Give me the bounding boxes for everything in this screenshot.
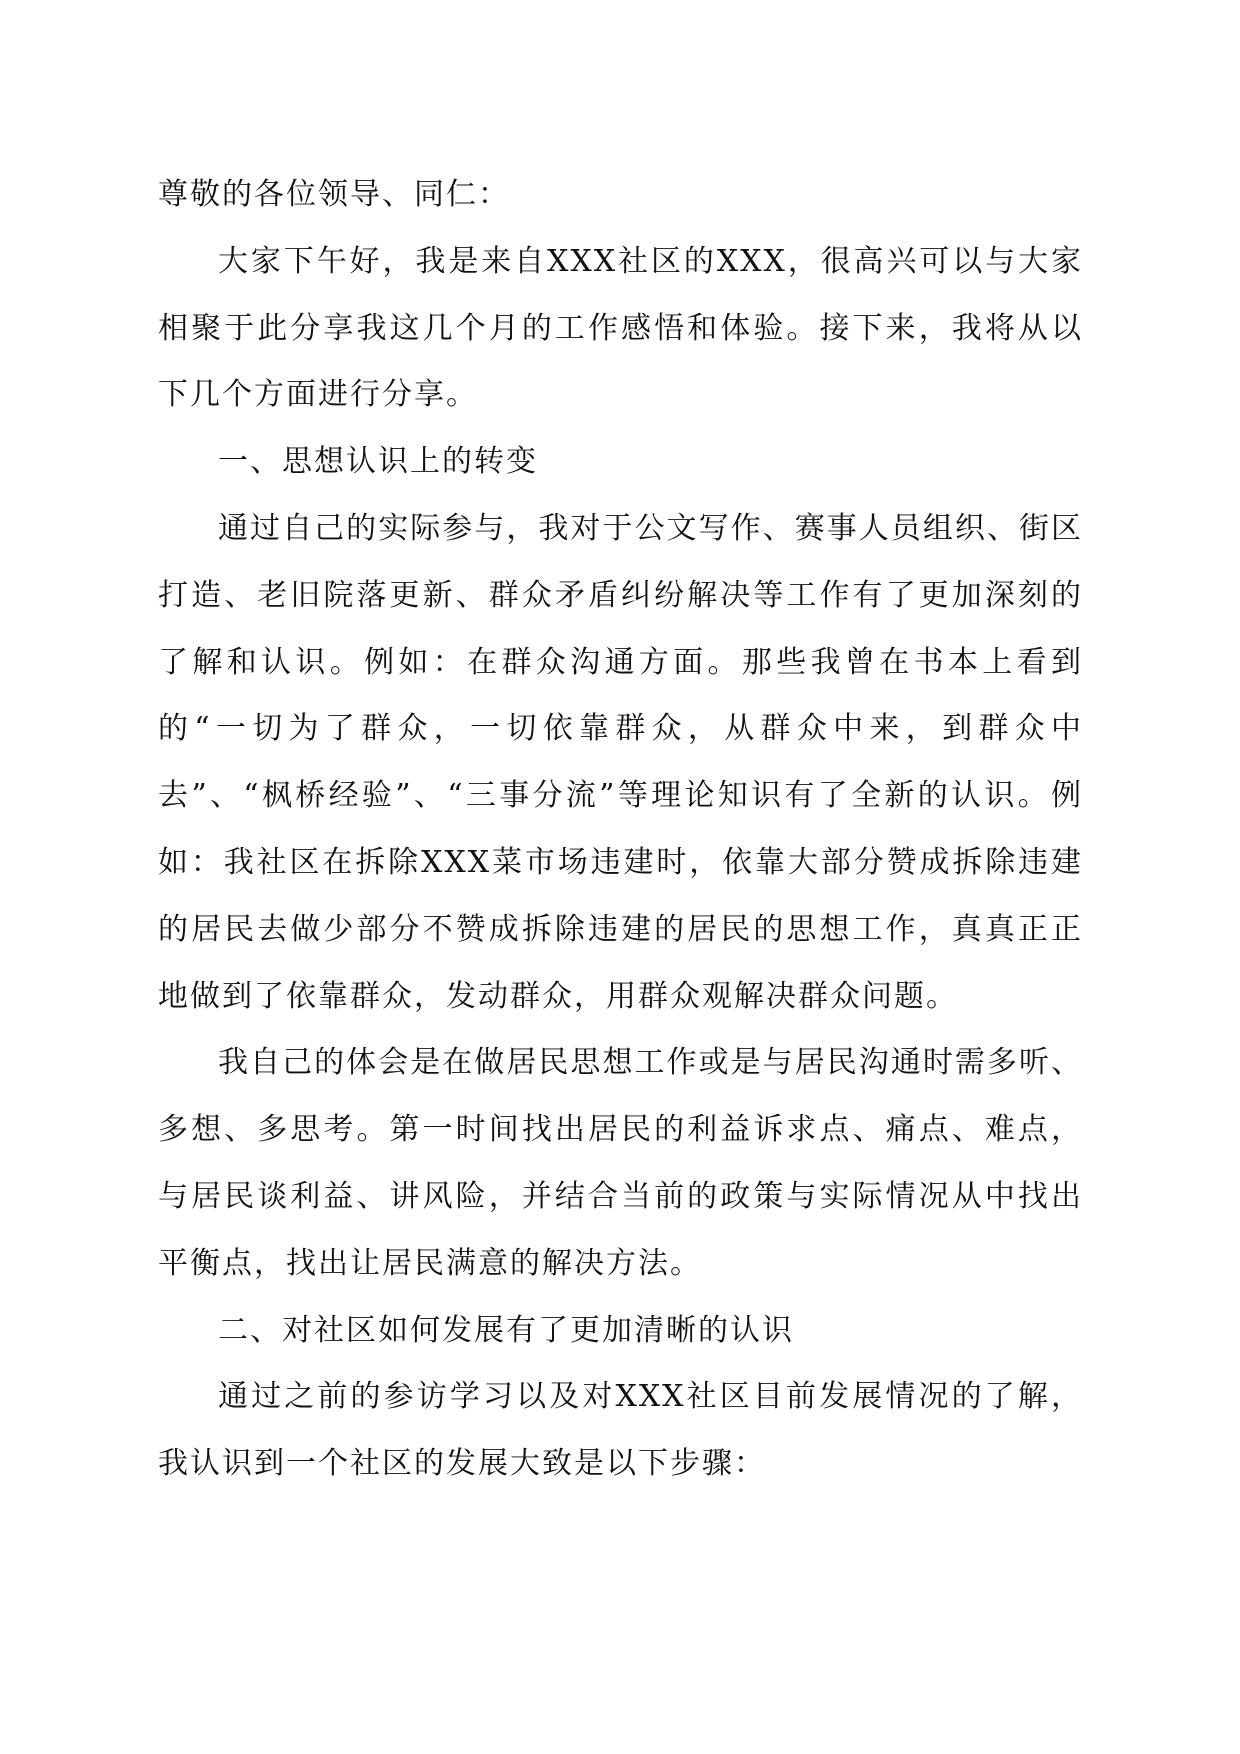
- paragraph-section-1-body: 通过自己的实际参与，我对于公文写作、赛事人员组织、街区打造、老旧院落更新、群众矛盾纠纷解决等工作有了更加深刻的了解和认识。例如：在群众沟通方面。那些我曾在书本上看到的“一切为了群众，一切依靠群众，从群众中来，到群众中去”、“枫桥经验”、“三事分流”等理论知识有了全新的认识。例如：我社区在拆除XXX菜市场违建时，依靠大部分赞成拆除违建的居民去做少部分不赞成拆除违建的居民的思想工作，真真正正地做到了依靠群众，发动群众，用群众观解决群众问题。: [158, 510, 1083, 1014]
- paragraph-greeting: 大家下午好，我是来自XXX社区的XXX，很高兴可以与大家相聚于此分享我这几个月的工作感悟和体验。接下来，我将从以下几个方面进行分享。: [158, 243, 1083, 413]
- section-heading-1: 一、思想认识上的转变: [218, 444, 538, 480]
- paragraph-section-1-reflection: 我自己的体会是在做居民思想工作或是与居民沟通时需多听、多想、多思考。第一时间找出居民的利益诉求点、痛点、难点，与居民谈利益、讲风险，并结合当前的政策与实际情况从中找出平衡点，找出让居民满意的解决方法。: [158, 1045, 1083, 1281]
- document-body: [158, 162, 1083, 1498]
- salutation: 尊敬的各位领导、同仁：: [158, 177, 510, 212]
- section-heading-2: 二、对社区如何发展有了更加清晰的认识: [218, 1312, 794, 1348]
- paragraph-section-2-body: 通过之前的参访学习以及对XXX社区目前发展情况的了解，我认识到一个社区的发展大致是以下步骤：: [158, 1379, 1083, 1482]
